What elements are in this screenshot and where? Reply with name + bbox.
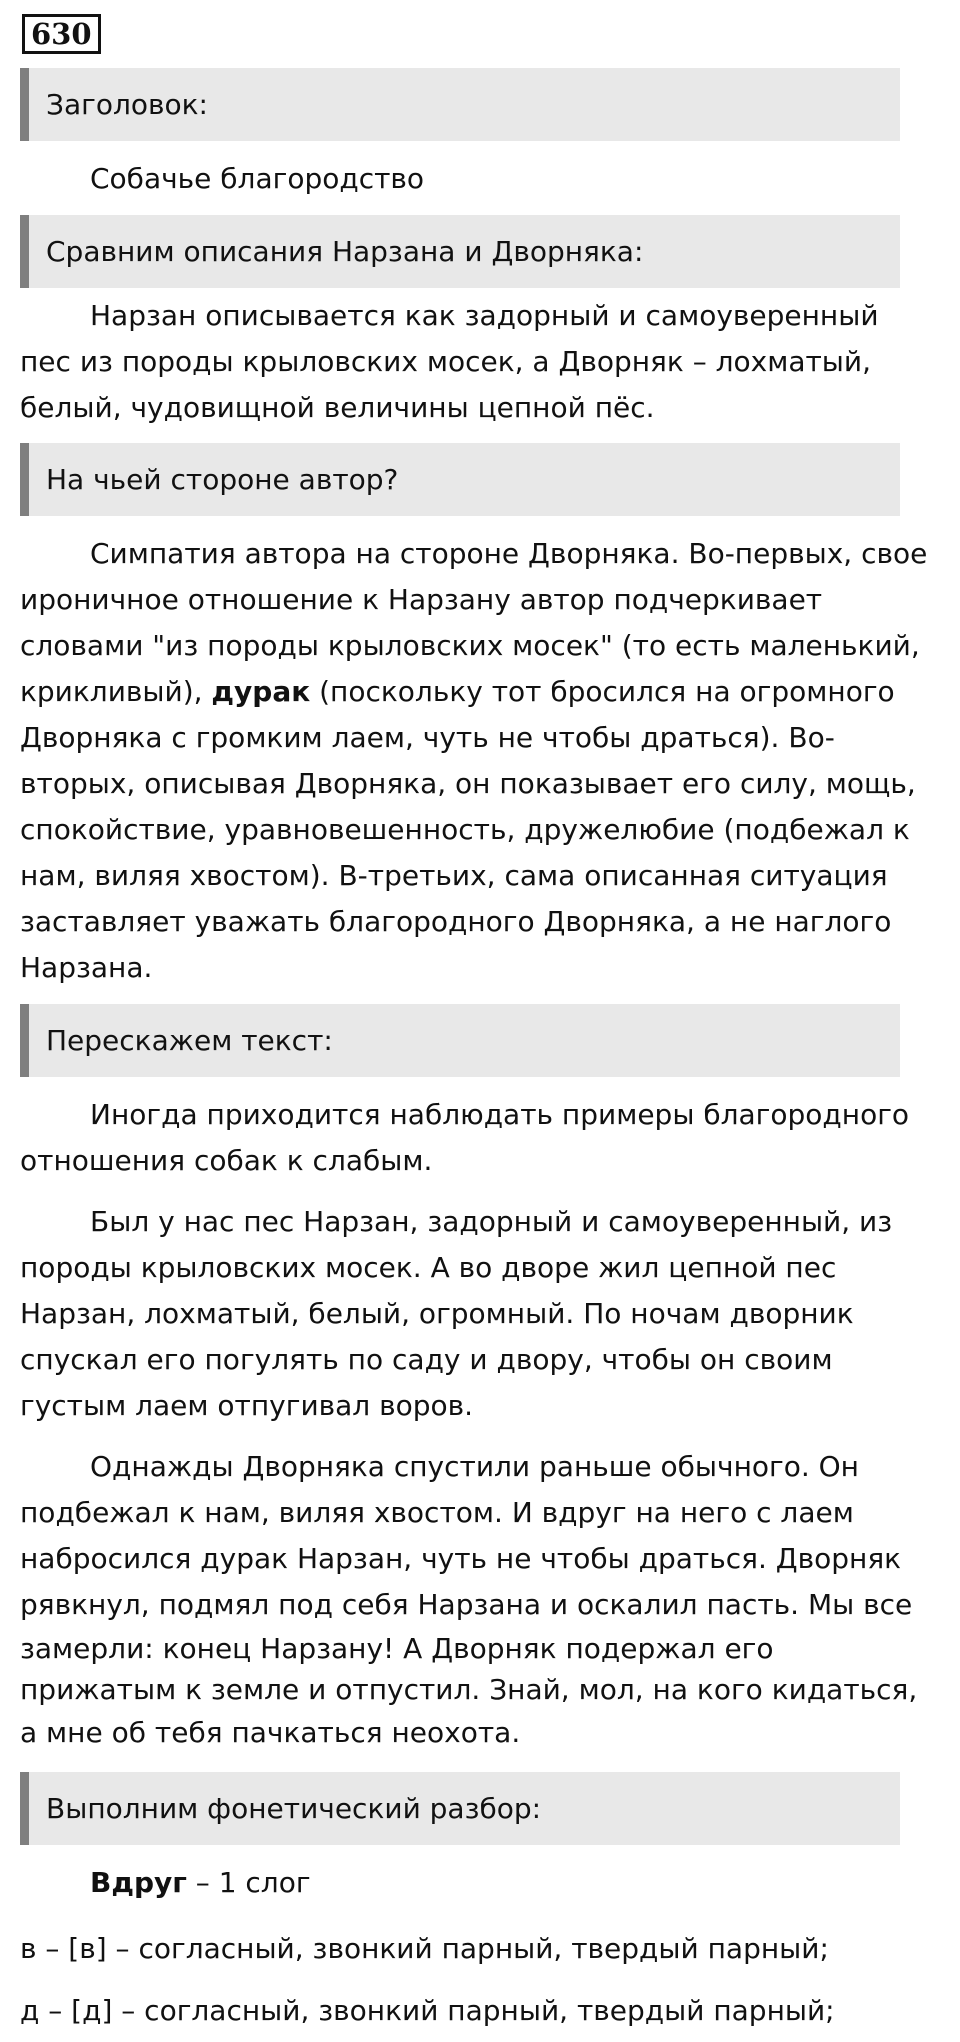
text-line: Симпатия автора на стороне Дворняка. Во-первых, свое xyxy=(90,537,928,570)
syllable-count: – 1 слог xyxy=(186,1866,311,1899)
text-line: белый, чудовищной величины цепной пёс. xyxy=(20,391,655,424)
text-line: густым лаем отпугивал воров. xyxy=(20,1389,474,1422)
section-header-retell: Перескажем текст: xyxy=(20,1004,900,1077)
text-line: словами "из породы крыловских мосек" (то есть маленький, xyxy=(20,629,920,662)
text-line: спускал его погулять по саду и двору, чтобы он своим xyxy=(20,1343,833,1376)
text-line: Был у нас пес Нарзан, задорный и самоуверенный, из xyxy=(90,1205,893,1238)
compare-paragraph xyxy=(20,293,920,431)
text-line: вторых, описывая Дворняка, он показывает его силу, мощь, xyxy=(20,767,916,800)
task-number: 630 xyxy=(22,14,101,54)
title-paragraph xyxy=(20,156,920,202)
text-line xyxy=(20,1860,920,1906)
text-line: Нарзана. xyxy=(20,951,153,984)
text-line: набросился дурак Нарзан, чуть не чтобы драться. Дворняк xyxy=(20,1542,902,1575)
text-line: а мне об тебя пачкаться неохота. xyxy=(20,1716,521,1749)
text-line: Нарзан, лохматый, белый, огромный. По ночам дворник xyxy=(20,1297,854,1330)
author-paragraph xyxy=(20,531,928,991)
text-line: Однажды Дворняка спустили раньше обычного. Он xyxy=(90,1450,859,1483)
retell-paragraph-2 xyxy=(20,1199,920,1429)
text-line: отношения собак к слабым. xyxy=(20,1144,433,1177)
text-line: подбежал к нам, виляя хвостом. И вдруг на него с лаем xyxy=(20,1496,854,1529)
text-line: Нарзан описывается как задорный и самоуверенный xyxy=(90,299,879,332)
text-line: рявкнул, подмял под себя Нарзана и оскалил пасть. Мы все xyxy=(20,1588,913,1621)
phonetic-paragraph xyxy=(20,1860,920,1906)
text-line: д – [д] – согласный, звонкий парный, твердый парный; xyxy=(20,1994,835,2027)
text-line: Дворняка с громким лаем, чуть не чтобы драться). Во- xyxy=(20,721,835,754)
section-header-phonetic: Выполним фонетический разбор: xyxy=(20,1772,900,1845)
text-line: пес из породы крыловских мосек, а Дворняк – лохматый, xyxy=(20,345,872,378)
text-line: нам, виляя хвостом). В-третьих, сама описанная ситуация xyxy=(20,859,888,892)
text-line: прижатым к земле и отпустил. Знай, мол, на кого кидаться, xyxy=(20,1673,918,1706)
phonetic-word: Вдруг xyxy=(90,1866,187,1899)
bold-word: дурак xyxy=(211,675,311,708)
text-line: заставляет уважать благородного Дворняка, а не наглого xyxy=(20,905,892,938)
text-fragment: крикливый), xyxy=(20,675,212,708)
title-text: Собачье благородство xyxy=(90,162,425,195)
section-header-compare: Сравним описания Нарзана и Дворняка: xyxy=(20,215,900,288)
text-fragment: (поскольку тот бросился на огромного xyxy=(310,675,895,708)
section-header-author: На чьей стороне автор? xyxy=(20,443,900,516)
text-line: породы крыловских мосек. А во дворе жил цепной пес xyxy=(20,1251,837,1284)
retell-paragraph-3 xyxy=(20,1444,920,1756)
section-header-title: Заголовок: xyxy=(20,68,900,141)
retell-paragraph-1 xyxy=(20,1092,920,1184)
text-line: спокойствие, уравновешенность, дружелюбие (подбежал к xyxy=(20,813,910,846)
text-line xyxy=(20,669,920,715)
phonetic-analysis xyxy=(20,1918,920,2042)
text-line: замерли: конец Нарзану! А Дворняк подержал его xyxy=(20,1632,774,1665)
text-line: в – [в] – согласный, звонкий парный, твердый парный; xyxy=(20,1932,829,1965)
text-line: Иногда приходится наблюдать примеры благородного xyxy=(90,1098,910,1131)
text-line: ироничное отношение к Нарзану автор подчеркивает xyxy=(20,583,823,616)
